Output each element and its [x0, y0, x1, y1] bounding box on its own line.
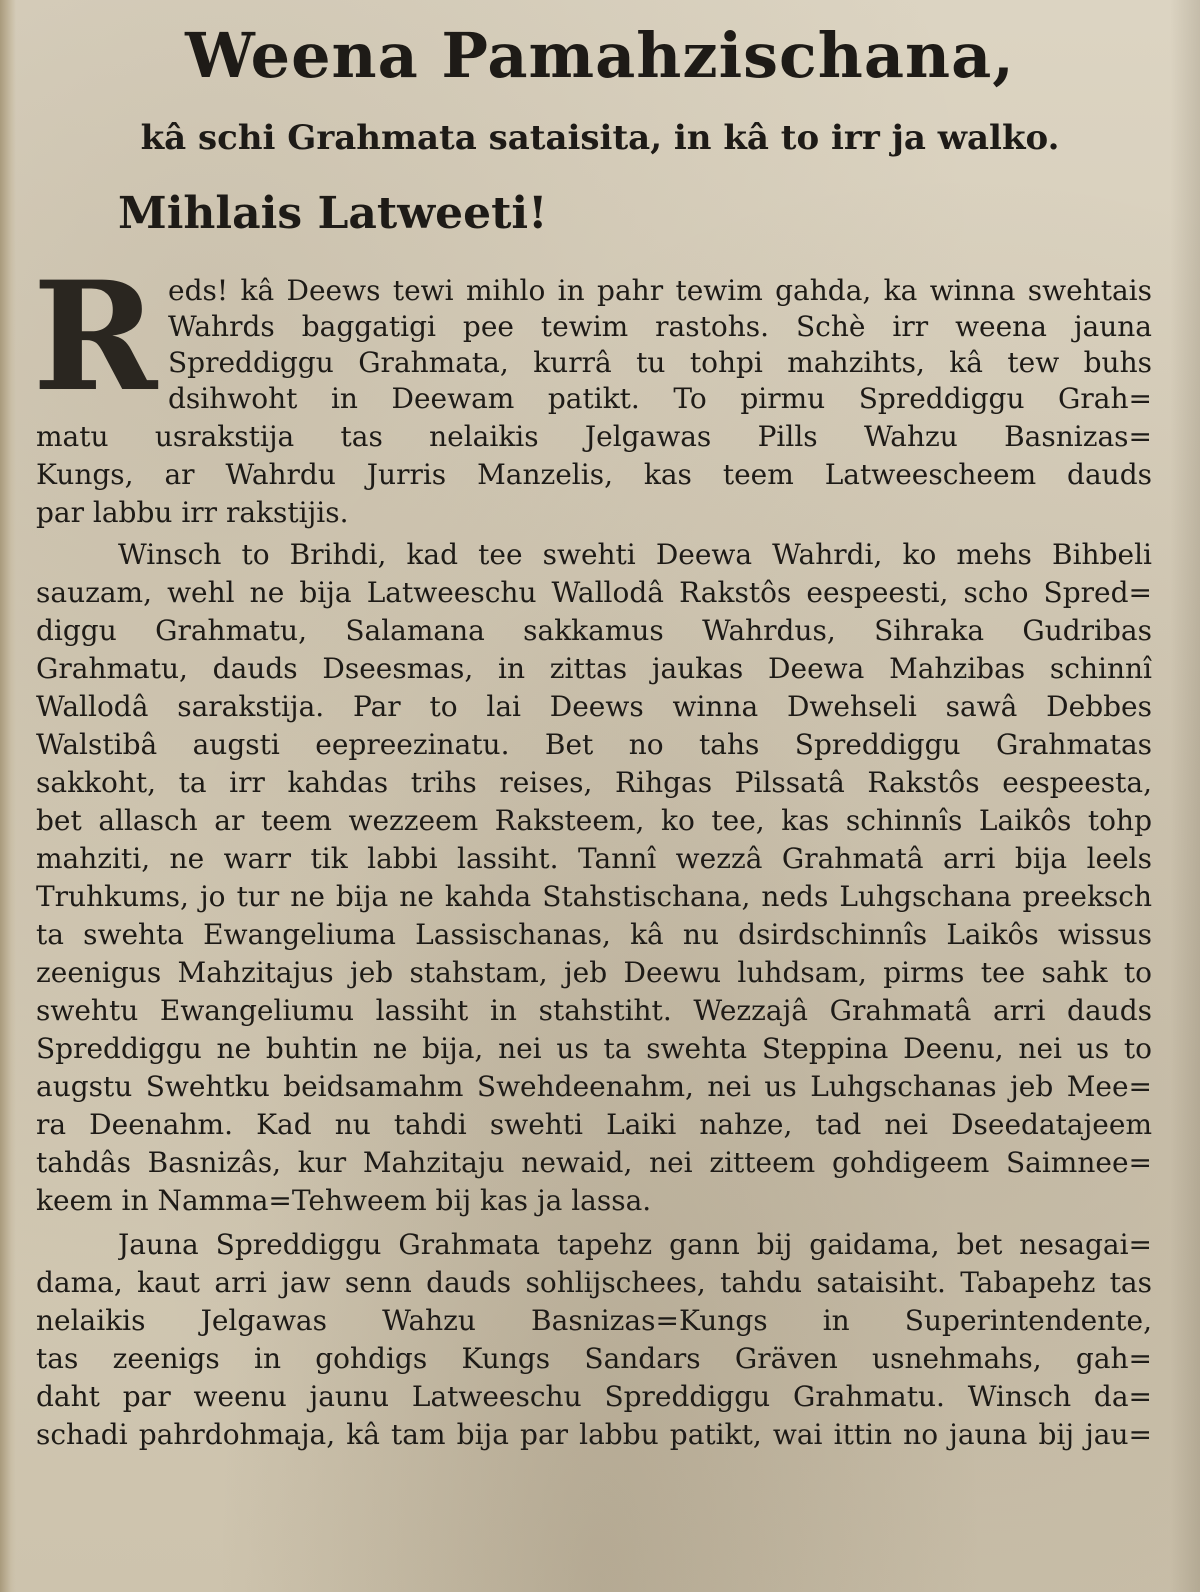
text-line: tahdâs Basnizâs, kur Mahzitaju newaid, nei zitteem gohdigeem Saimnee=	[36, 1146, 1152, 1179]
text-line: ta swehta Ewangeliuma Lassischanas, kâ nu dsirdschinnîs Laikôs wissus	[36, 918, 1152, 951]
salutation: Mihlais Latweeti!	[118, 188, 548, 239]
text-line: tas zeenigs in gohdigs Kungs Sandars Gräven usnehmahs, gah=	[36, 1342, 1152, 1375]
text-line: mahziti, ne warr tik labbi lassiht. Tannî wezzâ Grahmatâ arri bija leels	[36, 842, 1152, 875]
page-shadow	[1170, 0, 1200, 1592]
text-line: Jauna Spreddiggu Grahmata tapehz gann bij gaidama, bet nesagai=	[118, 1228, 1152, 1261]
text-line: swehtu Ewangeliumu lassiht in stahstiht. Wezzajâ Grahmatâ arri dauds	[36, 994, 1152, 1027]
text-line: zeenigus Mahzitajus jeb stahstam, jeb Deewu luhdsam, pirms tee sahk to	[36, 956, 1152, 989]
text-line: eds! kâ Deews tewi mihlo in pahr tewim gahda, ka winna swehtais	[168, 274, 1152, 307]
text-line: Walstibâ augsti eepreezinatu. Bet no tahs Spreddiggu Grahmatas	[36, 728, 1152, 761]
text-line: diggu Grahmatu, Salamana sakkamus Wahrdus, Sihraka Gudribas	[36, 614, 1152, 647]
text-line: Truhkums, jo tur ne bija ne kahda Stahstischana, neds Luhgschana preeksch	[36, 880, 1152, 913]
text-line: dama, kaut arri jaw senn dauds sohlijschees, tahdu sataisiht. Tabapehz tas	[36, 1266, 1152, 1299]
text-line: Spreddiggu ne buhtin ne bija, nei us ta swehta Steppina Deenu, nei us to	[36, 1032, 1152, 1065]
text-line: sauzam, wehl ne bija Latweeschu Wallodâ Rakstôs eespeesti, scho Spred=	[36, 576, 1152, 609]
text-line: sakkoht, ta irr kahdas trihs reises, Rihgas Pilssatâ Rakstôs eespeesta,	[36, 766, 1152, 799]
text-line: keem in Namma=Tehweem bij kas ja lassa.	[36, 1184, 652, 1217]
page-subtitle: kâ schi Grahmata sataisita, in kâ to irr ja walko.	[140, 118, 1060, 158]
text-line: matu usrakstija tas nelaikis Jelgawas Pills Wahzu Basnizas=	[36, 420, 1152, 453]
text-line: bet allasch ar teem wezzeem Raksteem, ko tee, kas schinnîs Laikôs tohp	[36, 804, 1152, 837]
drop-cap-initial: R	[32, 249, 158, 425]
paper-edge	[0, 0, 16, 1592]
text-line: Wallodâ sarakstija. Par to lai Deews winna Dwehseli sawâ Debbes	[36, 690, 1152, 723]
text-line: augstu Swehtku beidsamahm Swehdeenahm, nei us Luhgschanas jeb Mee=	[36, 1070, 1152, 1103]
page-title: Weena Pamahzischana,	[185, 19, 1015, 92]
text-line: dsihwoht in Deewam patikt. To pirmu Spreddiggu Grah=	[168, 382, 1152, 415]
text-line: Kungs, ar Wahrdu Jurris Manzelis, kas teem Latweescheem dauds	[36, 458, 1152, 491]
text-line: Spreddiggu Grahmata, kurrâ tu tohpi mahzihts, kâ tew buhs	[168, 346, 1152, 379]
text-line: par labbu irr rakstijis.	[36, 496, 349, 529]
text-line: daht par weenu jaunu Latweeschu Spreddiggu Grahmatu. Winsch da=	[36, 1380, 1152, 1413]
text-line: Wahrds baggatigi pee tewim rastohs. Schè irr weena jauna	[168, 310, 1152, 343]
text-line: ra Deenahm. Kad nu tahdi swehti Laiki nahze, tad nei Dseedatajeem	[36, 1108, 1152, 1141]
text-line: Winsch to Brihdi, kad tee swehti Deewa Wahrdi, ko mehs Bihbeli	[118, 538, 1152, 571]
text-line: schadi pahrdohmaja, kâ tam bija par labbu patikt, wai ittin no jauna bij jau=	[36, 1418, 1152, 1451]
text-line: nelaikis Jelgawas Wahzu Basnizas=Kungs in Superintendente,	[36, 1304, 1152, 1337]
text-line: Grahmatu, dauds Dseesmas, in zittas jaukas Deewa Mahzibas schinnî	[36, 652, 1152, 685]
